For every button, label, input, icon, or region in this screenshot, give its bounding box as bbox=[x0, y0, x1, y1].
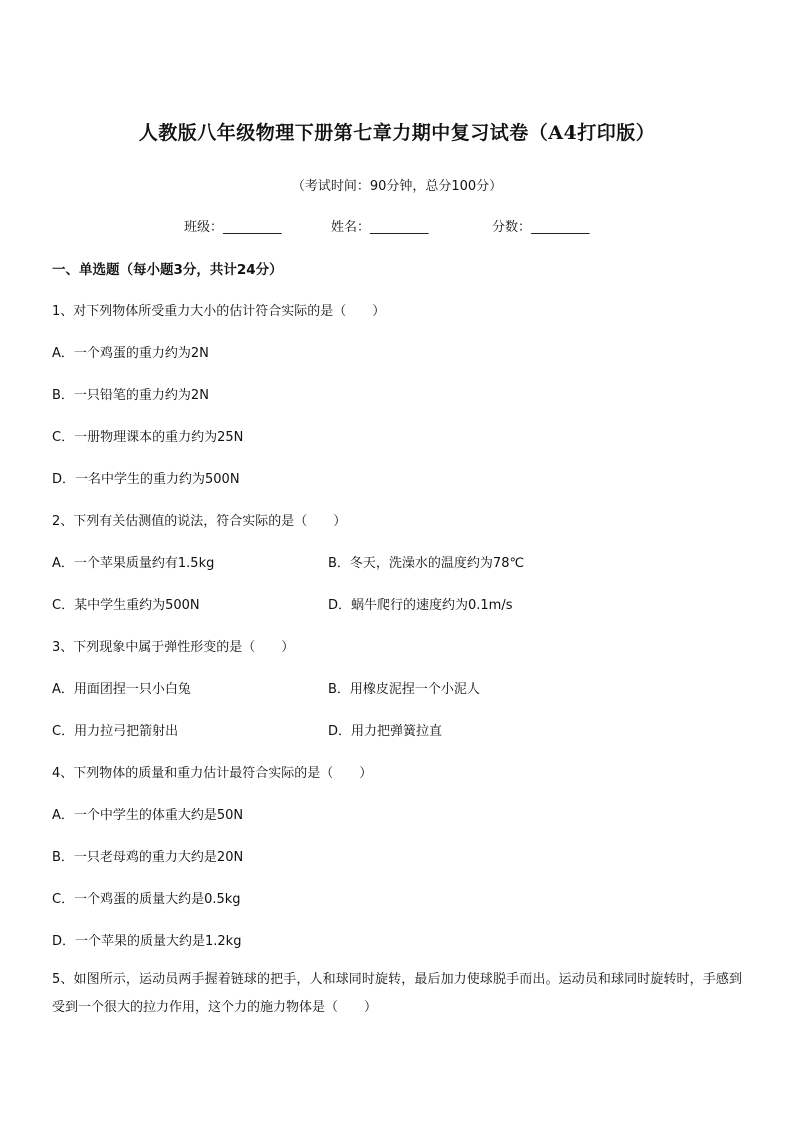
question-1-option-a: A．一个鸡蛋的重力约为2N bbox=[52, 346, 209, 361]
class-field: 班级：_________ bbox=[184, 220, 282, 235]
question-4-option-b: B．一只老母鸡的重力大约是20N bbox=[52, 850, 244, 865]
score-field: 分数：_________ bbox=[492, 220, 590, 235]
question-4-option-a: A．一个中学生的体重大约是50N bbox=[52, 808, 244, 823]
question-1-stem: 1、对下列物体所受重力大小的估计符合实际的是（ ） bbox=[52, 304, 386, 319]
question-1-option-c: C．一册物理课本的重力约为25N bbox=[52, 430, 244, 445]
question-2-option-d: D．蜗牛爬行的速度约为0.1m/s bbox=[328, 598, 513, 613]
question-2-option-c: C．某中学生重约为500N bbox=[52, 598, 200, 613]
section-heading: 一、单选题（每小题3分，共计24分） bbox=[52, 262, 283, 278]
question-4-option-c: C．一个鸡蛋的质量大约是0.5kg bbox=[52, 892, 241, 907]
question-4-option-d: D．一个苹果的质量大约是1.2kg bbox=[52, 934, 242, 949]
question-3-option-a: A．用面团捏一只小白兔 bbox=[52, 682, 191, 697]
question-2-option-b: B．冬天，洗澡水的温度约为78℃ bbox=[328, 556, 525, 571]
question-1-option-b: B．一只铅笔的重力约为2N bbox=[52, 388, 209, 403]
student-info-row bbox=[0, 216, 794, 236]
exam-duration-note: （考试时间：90分钟，总分100分） bbox=[291, 179, 503, 194]
question-1-option-d: D．一名中学生的重力约为500N bbox=[52, 472, 240, 487]
exam-title: 人教版八年级物理下册第七章力期中复习试卷（A4打印版） bbox=[138, 122, 656, 144]
name-field: 姓名：_________ bbox=[331, 220, 429, 235]
question-4-stem: 4、下列物体的质量和重力估计最符合实际的是（ ） bbox=[52, 766, 373, 781]
question-3-stem: 3、下列现象中属于弹性形变的是（ ） bbox=[52, 640, 295, 655]
question-3-option-b: B．用橡皮泥捏一个小泥人 bbox=[328, 682, 480, 697]
question-2-stem: 2、下列有关估测值的说法，符合实际的是（ ） bbox=[52, 514, 347, 529]
question-3-option-c: C．用力拉弓把箭射出 bbox=[52, 724, 179, 739]
question-3-option-d: D．用力把弹簧拉直 bbox=[328, 724, 443, 739]
question-2-option-a: A．一个苹果质量约有1.5kg bbox=[52, 556, 215, 571]
question-5-stem: 5、如图所示，运动员两手握着链球的把手，人和球同时旋转，最后加力使球脱手而出。运动员和球同时旋转时，手感到受到一个很大的拉力作用，这个力的施力物体是（ ） bbox=[52, 972, 742, 1015]
